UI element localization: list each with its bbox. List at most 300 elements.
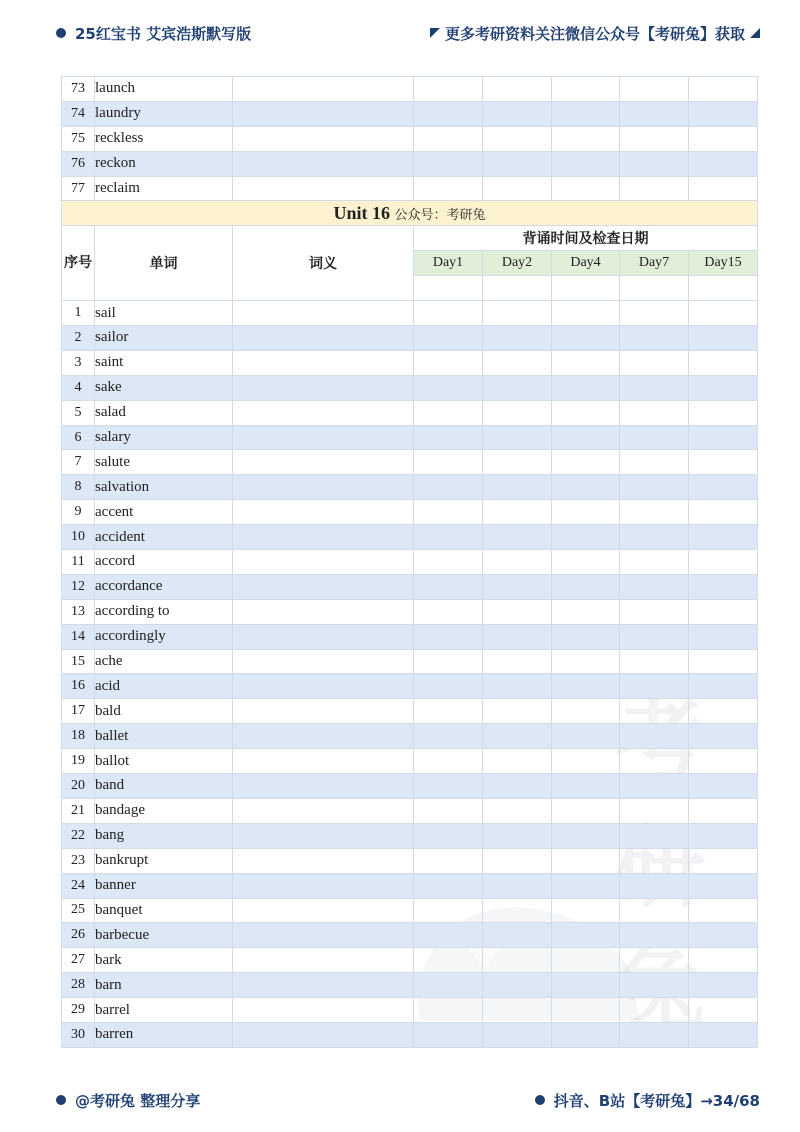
row-day-check-cell[interactable] (620, 724, 689, 749)
row-day-check-cell[interactable] (552, 898, 620, 923)
row-day-check-cell[interactable] (483, 375, 552, 400)
row-day-check-cell[interactable] (414, 774, 483, 799)
row-meaning-cell[interactable] (233, 624, 414, 649)
row-index: 27 (62, 948, 95, 973)
row-day-check-cell[interactable] (483, 699, 552, 724)
watermark-char: 研 (613, 812, 706, 920)
row-day-check-cell[interactable] (483, 574, 552, 599)
row-day-check-cell[interactable] (483, 301, 552, 326)
row-index: 74 (62, 101, 95, 126)
row-day-check-cell[interactable] (414, 1022, 483, 1047)
row-word: ballet (95, 724, 233, 749)
row-word: reckless (95, 126, 233, 151)
table-row (62, 774, 758, 799)
table-row (62, 400, 758, 425)
row-day-check-cell[interactable] (620, 923, 689, 948)
table-row (62, 873, 758, 898)
row-day-check-cell[interactable] (620, 525, 689, 550)
row-day-check-cell[interactable] (483, 774, 552, 799)
row-day-check-cell[interactable] (483, 326, 552, 351)
previous-unit-rows (62, 77, 758, 201)
row-day-check-cell[interactable] (552, 151, 620, 176)
row-day-check-cell[interactable] (552, 599, 620, 624)
row-day-check-cell[interactable] (483, 400, 552, 425)
row-word: bandage (95, 798, 233, 823)
row-meaning-cell[interactable] (233, 500, 414, 525)
row-day-check-cell[interactable] (552, 301, 620, 326)
row-day-check-cell[interactable] (414, 375, 483, 400)
row-day-check-cell[interactable] (552, 525, 620, 550)
table-row (62, 599, 758, 624)
row-day-check-cell[interactable] (620, 624, 689, 649)
row-day-check-cell[interactable] (483, 350, 552, 375)
row-day-check-cell[interactable] (552, 973, 620, 998)
row-index: 20 (62, 774, 95, 799)
row-day-check-cell[interactable] (483, 475, 552, 500)
row-day-check-cell[interactable] (552, 1022, 620, 1047)
row-day-check-cell[interactable] (620, 774, 689, 799)
row-index: 10 (62, 525, 95, 550)
row-meaning-cell[interactable] (233, 574, 414, 599)
row-day-check-cell[interactable] (689, 699, 758, 724)
row-day-check-cell[interactable] (414, 450, 483, 475)
row-day-check-cell[interactable] (552, 848, 620, 873)
row-day-check-cell[interactable] (483, 450, 552, 475)
row-meaning-cell[interactable] (233, 948, 414, 973)
row-meaning-cell[interactable] (233, 1022, 414, 1047)
row-day-check-cell[interactable] (552, 798, 620, 823)
row-index: 22 (62, 823, 95, 848)
row-word: band (95, 774, 233, 799)
row-meaning-cell[interactable] (233, 774, 414, 799)
row-day-check-cell[interactable] (552, 101, 620, 126)
row-day-check-cell[interactable] (552, 624, 620, 649)
row-meaning-cell[interactable] (233, 973, 414, 998)
column-header-row (62, 226, 758, 251)
table-row (62, 525, 758, 550)
row-day-check-cell[interactable] (552, 475, 620, 500)
row-day-check-cell[interactable] (620, 425, 689, 450)
row-day-check-cell[interactable] (414, 475, 483, 500)
row-day-check-cell[interactable] (483, 624, 552, 649)
row-day-check-cell[interactable] (414, 350, 483, 375)
row-day-check-cell[interactable] (620, 599, 689, 624)
row-day-check-cell[interactable] (552, 699, 620, 724)
row-index: 23 (62, 848, 95, 873)
row-day-check-cell[interactable] (689, 375, 758, 400)
row-day-check-cell[interactable] (689, 400, 758, 425)
row-index: 11 (62, 550, 95, 575)
row-day-check-cell[interactable] (414, 77, 483, 102)
row-day-check-cell[interactable] (483, 923, 552, 948)
row-day-check-cell[interactable] (689, 176, 758, 201)
row-meaning-cell[interactable] (233, 724, 414, 749)
row-day-check-cell[interactable] (414, 923, 483, 948)
row-word: reckon (95, 151, 233, 176)
row-day-check-cell[interactable] (689, 550, 758, 575)
row-day-check-cell[interactable] (552, 425, 620, 450)
row-day-check-cell[interactable] (483, 749, 552, 774)
row-day-check-cell[interactable] (483, 126, 552, 151)
day-check-cell[interactable] (414, 276, 483, 301)
row-meaning-cell[interactable] (233, 649, 414, 674)
row-day-check-cell[interactable] (689, 674, 758, 699)
row-meaning-cell[interactable] (233, 350, 414, 375)
row-meaning-cell[interactable] (233, 326, 414, 351)
table-row (62, 798, 758, 823)
footer-left (56, 1090, 200, 1111)
table-row (62, 948, 758, 973)
row-day-check-cell[interactable] (483, 948, 552, 973)
table-row (62, 574, 758, 599)
row-word: salute (95, 450, 233, 475)
row-day-check-cell[interactable] (483, 176, 552, 201)
row-day-check-cell[interactable] (414, 101, 483, 126)
row-day-check-cell[interactable] (620, 674, 689, 699)
row-day-check-cell[interactable] (620, 550, 689, 575)
table-row (62, 176, 758, 201)
row-meaning-cell[interactable] (233, 525, 414, 550)
row-meaning-cell[interactable] (233, 873, 414, 898)
row-meaning-cell[interactable] (233, 475, 414, 500)
row-index: 21 (62, 798, 95, 823)
row-day-check-cell[interactable] (620, 375, 689, 400)
row-day-check-cell[interactable] (620, 126, 689, 151)
row-day-check-cell[interactable] (620, 176, 689, 201)
row-meaning-cell[interactable] (233, 674, 414, 699)
row-day-check-cell[interactable] (552, 400, 620, 425)
row-day-check-cell[interactable] (414, 823, 483, 848)
row-day-check-cell[interactable] (414, 326, 483, 351)
table-row (62, 823, 758, 848)
row-day-check-cell[interactable] (689, 126, 758, 151)
row-day-check-cell[interactable] (552, 649, 620, 674)
row-meaning-cell[interactable] (233, 126, 414, 151)
day-check-cell[interactable] (483, 276, 552, 301)
row-day-check-cell[interactable] (414, 798, 483, 823)
row-index: 19 (62, 749, 95, 774)
row-day-check-cell[interactable] (620, 450, 689, 475)
row-meaning-cell[interactable] (233, 77, 414, 102)
row-day-check-cell[interactable] (620, 475, 689, 500)
row-word: accordingly (95, 624, 233, 649)
row-day-check-cell[interactable] (483, 998, 552, 1023)
row-day-check-cell[interactable] (483, 848, 552, 873)
table-row (62, 475, 758, 500)
row-day-check-cell[interactable] (414, 649, 483, 674)
row-word: reclaim (95, 176, 233, 201)
row-index: 15 (62, 649, 95, 674)
row-day-check-cell[interactable] (689, 749, 758, 774)
row-meaning-cell[interactable] (233, 699, 414, 724)
row-meaning-cell[interactable] (233, 798, 414, 823)
row-meaning-cell[interactable] (233, 101, 414, 126)
row-day-check-cell[interactable] (483, 425, 552, 450)
unit-16-rows (62, 301, 758, 1048)
table-row (62, 126, 758, 151)
row-day-check-cell[interactable] (620, 350, 689, 375)
row-word: salary (95, 425, 233, 450)
table-row (62, 301, 758, 326)
row-day-check-cell[interactable] (620, 848, 689, 873)
row-day-check-cell[interactable] (552, 176, 620, 201)
row-day-check-cell[interactable] (620, 798, 689, 823)
row-day-check-cell[interactable] (552, 350, 620, 375)
row-day-check-cell[interactable] (483, 1022, 552, 1047)
day-label: Day1 (414, 251, 483, 276)
row-word: salad (95, 400, 233, 425)
row-day-check-cell[interactable] (552, 873, 620, 898)
row-meaning-cell[interactable] (233, 301, 414, 326)
row-index: 6 (62, 425, 95, 450)
row-day-check-cell[interactable] (483, 674, 552, 699)
row-day-check-cell[interactable] (552, 126, 620, 151)
row-word: according to (95, 599, 233, 624)
row-day-check-cell[interactable] (689, 873, 758, 898)
row-day-check-cell[interactable] (414, 301, 483, 326)
row-day-check-cell[interactable] (620, 500, 689, 525)
row-day-check-cell[interactable] (483, 973, 552, 998)
footer-credit: @考研兔 整理分享 (75, 1091, 201, 1110)
row-index: 30 (62, 1022, 95, 1047)
row-day-check-cell[interactable] (414, 126, 483, 151)
row-day-check-cell[interactable] (483, 873, 552, 898)
row-word: accordance (95, 574, 233, 599)
row-day-check-cell[interactable] (689, 948, 758, 973)
row-meaning-cell[interactable] (233, 151, 414, 176)
row-meaning-cell[interactable] (233, 998, 414, 1023)
row-day-check-cell[interactable] (620, 649, 689, 674)
row-day-check-cell[interactable] (552, 550, 620, 575)
row-day-check-cell[interactable] (689, 1022, 758, 1047)
row-meaning-cell[interactable] (233, 425, 414, 450)
row-word: accident (95, 525, 233, 550)
row-day-check-cell[interactable] (689, 599, 758, 624)
row-day-check-cell[interactable] (689, 998, 758, 1023)
day-check-cell[interactable] (689, 276, 758, 301)
row-day-check-cell[interactable] (620, 77, 689, 102)
row-day-check-cell[interactable] (620, 301, 689, 326)
row-day-check-cell[interactable] (483, 77, 552, 102)
unit-banner (62, 201, 758, 226)
row-day-check-cell[interactable] (689, 649, 758, 674)
row-day-check-cell[interactable] (689, 301, 758, 326)
day-label: Day4 (552, 251, 620, 276)
row-day-check-cell[interactable] (620, 948, 689, 973)
row-day-check-cell[interactable] (689, 151, 758, 176)
row-meaning-cell[interactable] (233, 375, 414, 400)
row-day-check-cell[interactable] (689, 77, 758, 102)
row-meaning-cell[interactable] (233, 176, 414, 201)
row-day-check-cell[interactable] (689, 500, 758, 525)
row-index: 26 (62, 923, 95, 948)
header-title: 25红宝书 艾宾浩斯默写版 (75, 24, 252, 43)
row-day-check-cell[interactable] (689, 425, 758, 450)
row-index: 18 (62, 724, 95, 749)
row-day-check-cell[interactable] (689, 326, 758, 351)
row-day-check-cell[interactable] (552, 774, 620, 799)
row-day-check-cell[interactable] (620, 326, 689, 351)
row-word: sake (95, 375, 233, 400)
row-day-check-cell[interactable] (414, 749, 483, 774)
row-day-check-cell[interactable] (483, 101, 552, 126)
row-day-check-cell[interactable] (414, 973, 483, 998)
row-day-check-cell[interactable] (689, 724, 758, 749)
table-row (62, 848, 758, 873)
row-day-check-cell[interactable] (689, 923, 758, 948)
row-index: 73 (62, 77, 95, 102)
row-day-check-cell[interactable] (414, 624, 483, 649)
row-index: 14 (62, 624, 95, 649)
row-day-check-cell[interactable] (414, 674, 483, 699)
row-day-check-cell[interactable] (483, 550, 552, 575)
row-day-check-cell[interactable] (414, 898, 483, 923)
row-day-check-cell[interactable] (552, 724, 620, 749)
row-index: 5 (62, 400, 95, 425)
row-day-check-cell[interactable] (414, 500, 483, 525)
row-word: ballot (95, 749, 233, 774)
row-day-check-cell[interactable] (620, 151, 689, 176)
unit-banner-cell (62, 201, 758, 226)
row-day-check-cell[interactable] (483, 724, 552, 749)
row-meaning-cell[interactable] (233, 848, 414, 873)
row-day-check-cell[interactable] (483, 151, 552, 176)
row-day-check-cell[interactable] (414, 724, 483, 749)
bullet-dot-icon (535, 1095, 545, 1105)
row-meaning-cell[interactable] (233, 898, 414, 923)
row-day-check-cell[interactable] (414, 599, 483, 624)
row-day-check-cell[interactable] (620, 400, 689, 425)
row-day-check-cell[interactable] (483, 798, 552, 823)
row-day-check-cell[interactable] (689, 450, 758, 475)
unit-header-section (62, 201, 758, 301)
row-meaning-cell[interactable] (233, 923, 414, 948)
row-day-check-cell[interactable] (414, 574, 483, 599)
row-meaning-cell[interactable] (233, 550, 414, 575)
table-row (62, 450, 758, 475)
column-header-word: 单词 (95, 226, 233, 301)
row-day-check-cell[interactable] (552, 749, 620, 774)
row-day-check-cell[interactable] (414, 948, 483, 973)
row-index: 17 (62, 699, 95, 724)
row-day-check-cell[interactable] (483, 500, 552, 525)
row-day-check-cell[interactable] (552, 77, 620, 102)
row-day-check-cell[interactable] (689, 525, 758, 550)
row-word: barbecue (95, 923, 233, 948)
row-day-check-cell[interactable] (552, 500, 620, 525)
row-word: bald (95, 699, 233, 724)
row-meaning-cell[interactable] (233, 400, 414, 425)
table-row (62, 350, 758, 375)
row-day-check-cell[interactable] (552, 998, 620, 1023)
row-day-check-cell[interactable] (414, 550, 483, 575)
row-day-check-cell[interactable] (552, 923, 620, 948)
row-index: 16 (62, 674, 95, 699)
row-word: accent (95, 500, 233, 525)
footer-page-info: 抖音、B站【考研兔】→34/68 (553, 1091, 760, 1110)
row-day-check-cell[interactable] (620, 873, 689, 898)
table-row (62, 898, 758, 923)
row-day-check-cell[interactable] (552, 326, 620, 351)
row-day-check-cell[interactable] (414, 873, 483, 898)
row-word: sail (95, 301, 233, 326)
row-day-check-cell[interactable] (552, 450, 620, 475)
row-index: 7 (62, 450, 95, 475)
row-day-check-cell[interactable] (689, 574, 758, 599)
row-day-check-cell[interactable] (689, 101, 758, 126)
row-day-check-cell[interactable] (620, 1022, 689, 1047)
row-meaning-cell[interactable] (233, 823, 414, 848)
row-day-check-cell[interactable] (414, 525, 483, 550)
row-index: 8 (62, 475, 95, 500)
row-day-check-cell[interactable] (414, 400, 483, 425)
row-day-check-cell[interactable] (620, 973, 689, 998)
row-day-check-cell[interactable] (552, 948, 620, 973)
row-day-check-cell[interactable] (689, 350, 758, 375)
row-day-check-cell[interactable] (483, 525, 552, 550)
row-day-check-cell[interactable] (620, 823, 689, 848)
row-index: 9 (62, 500, 95, 525)
row-day-check-cell[interactable] (689, 475, 758, 500)
row-day-check-cell[interactable] (414, 699, 483, 724)
day-check-cell[interactable] (620, 276, 689, 301)
row-day-check-cell[interactable] (483, 649, 552, 674)
row-day-check-cell[interactable] (620, 101, 689, 126)
row-day-check-cell[interactable] (689, 798, 758, 823)
table-row (62, 674, 758, 699)
row-word: bankrupt (95, 848, 233, 873)
table-row (62, 425, 758, 450)
row-day-check-cell[interactable] (552, 574, 620, 599)
row-day-check-cell[interactable] (414, 998, 483, 1023)
header-left (56, 23, 251, 44)
row-day-check-cell[interactable] (620, 749, 689, 774)
row-day-check-cell[interactable] (620, 574, 689, 599)
row-day-check-cell[interactable] (689, 898, 758, 923)
row-day-check-cell[interactable] (414, 425, 483, 450)
row-day-check-cell[interactable] (689, 823, 758, 848)
table-row (62, 724, 758, 749)
row-meaning-cell[interactable] (233, 599, 414, 624)
row-day-check-cell[interactable] (689, 973, 758, 998)
row-index: 28 (62, 973, 95, 998)
row-day-check-cell[interactable] (620, 699, 689, 724)
row-day-check-cell[interactable] (483, 823, 552, 848)
row-day-check-cell[interactable] (552, 823, 620, 848)
row-day-check-cell[interactable] (689, 624, 758, 649)
row-meaning-cell[interactable] (233, 749, 414, 774)
table-row (62, 375, 758, 400)
column-header-review: 背诵时间及检查日期 (414, 226, 758, 251)
day-check-cell[interactable] (552, 276, 620, 301)
table-row (62, 151, 758, 176)
row-day-check-cell[interactable] (414, 151, 483, 176)
row-day-check-cell[interactable] (483, 898, 552, 923)
row-day-check-cell[interactable] (620, 898, 689, 923)
row-day-check-cell[interactable] (689, 774, 758, 799)
row-day-check-cell[interactable] (689, 848, 758, 873)
row-meaning-cell[interactable] (233, 450, 414, 475)
vocab-table (61, 76, 758, 1048)
table-row (62, 749, 758, 774)
row-day-check-cell[interactable] (552, 674, 620, 699)
row-day-check-cell[interactable] (620, 998, 689, 1023)
bullet-dot-icon (56, 28, 66, 38)
row-day-check-cell[interactable] (414, 176, 483, 201)
row-day-check-cell[interactable] (483, 599, 552, 624)
row-day-check-cell[interactable] (552, 375, 620, 400)
row-day-check-cell[interactable] (414, 848, 483, 873)
